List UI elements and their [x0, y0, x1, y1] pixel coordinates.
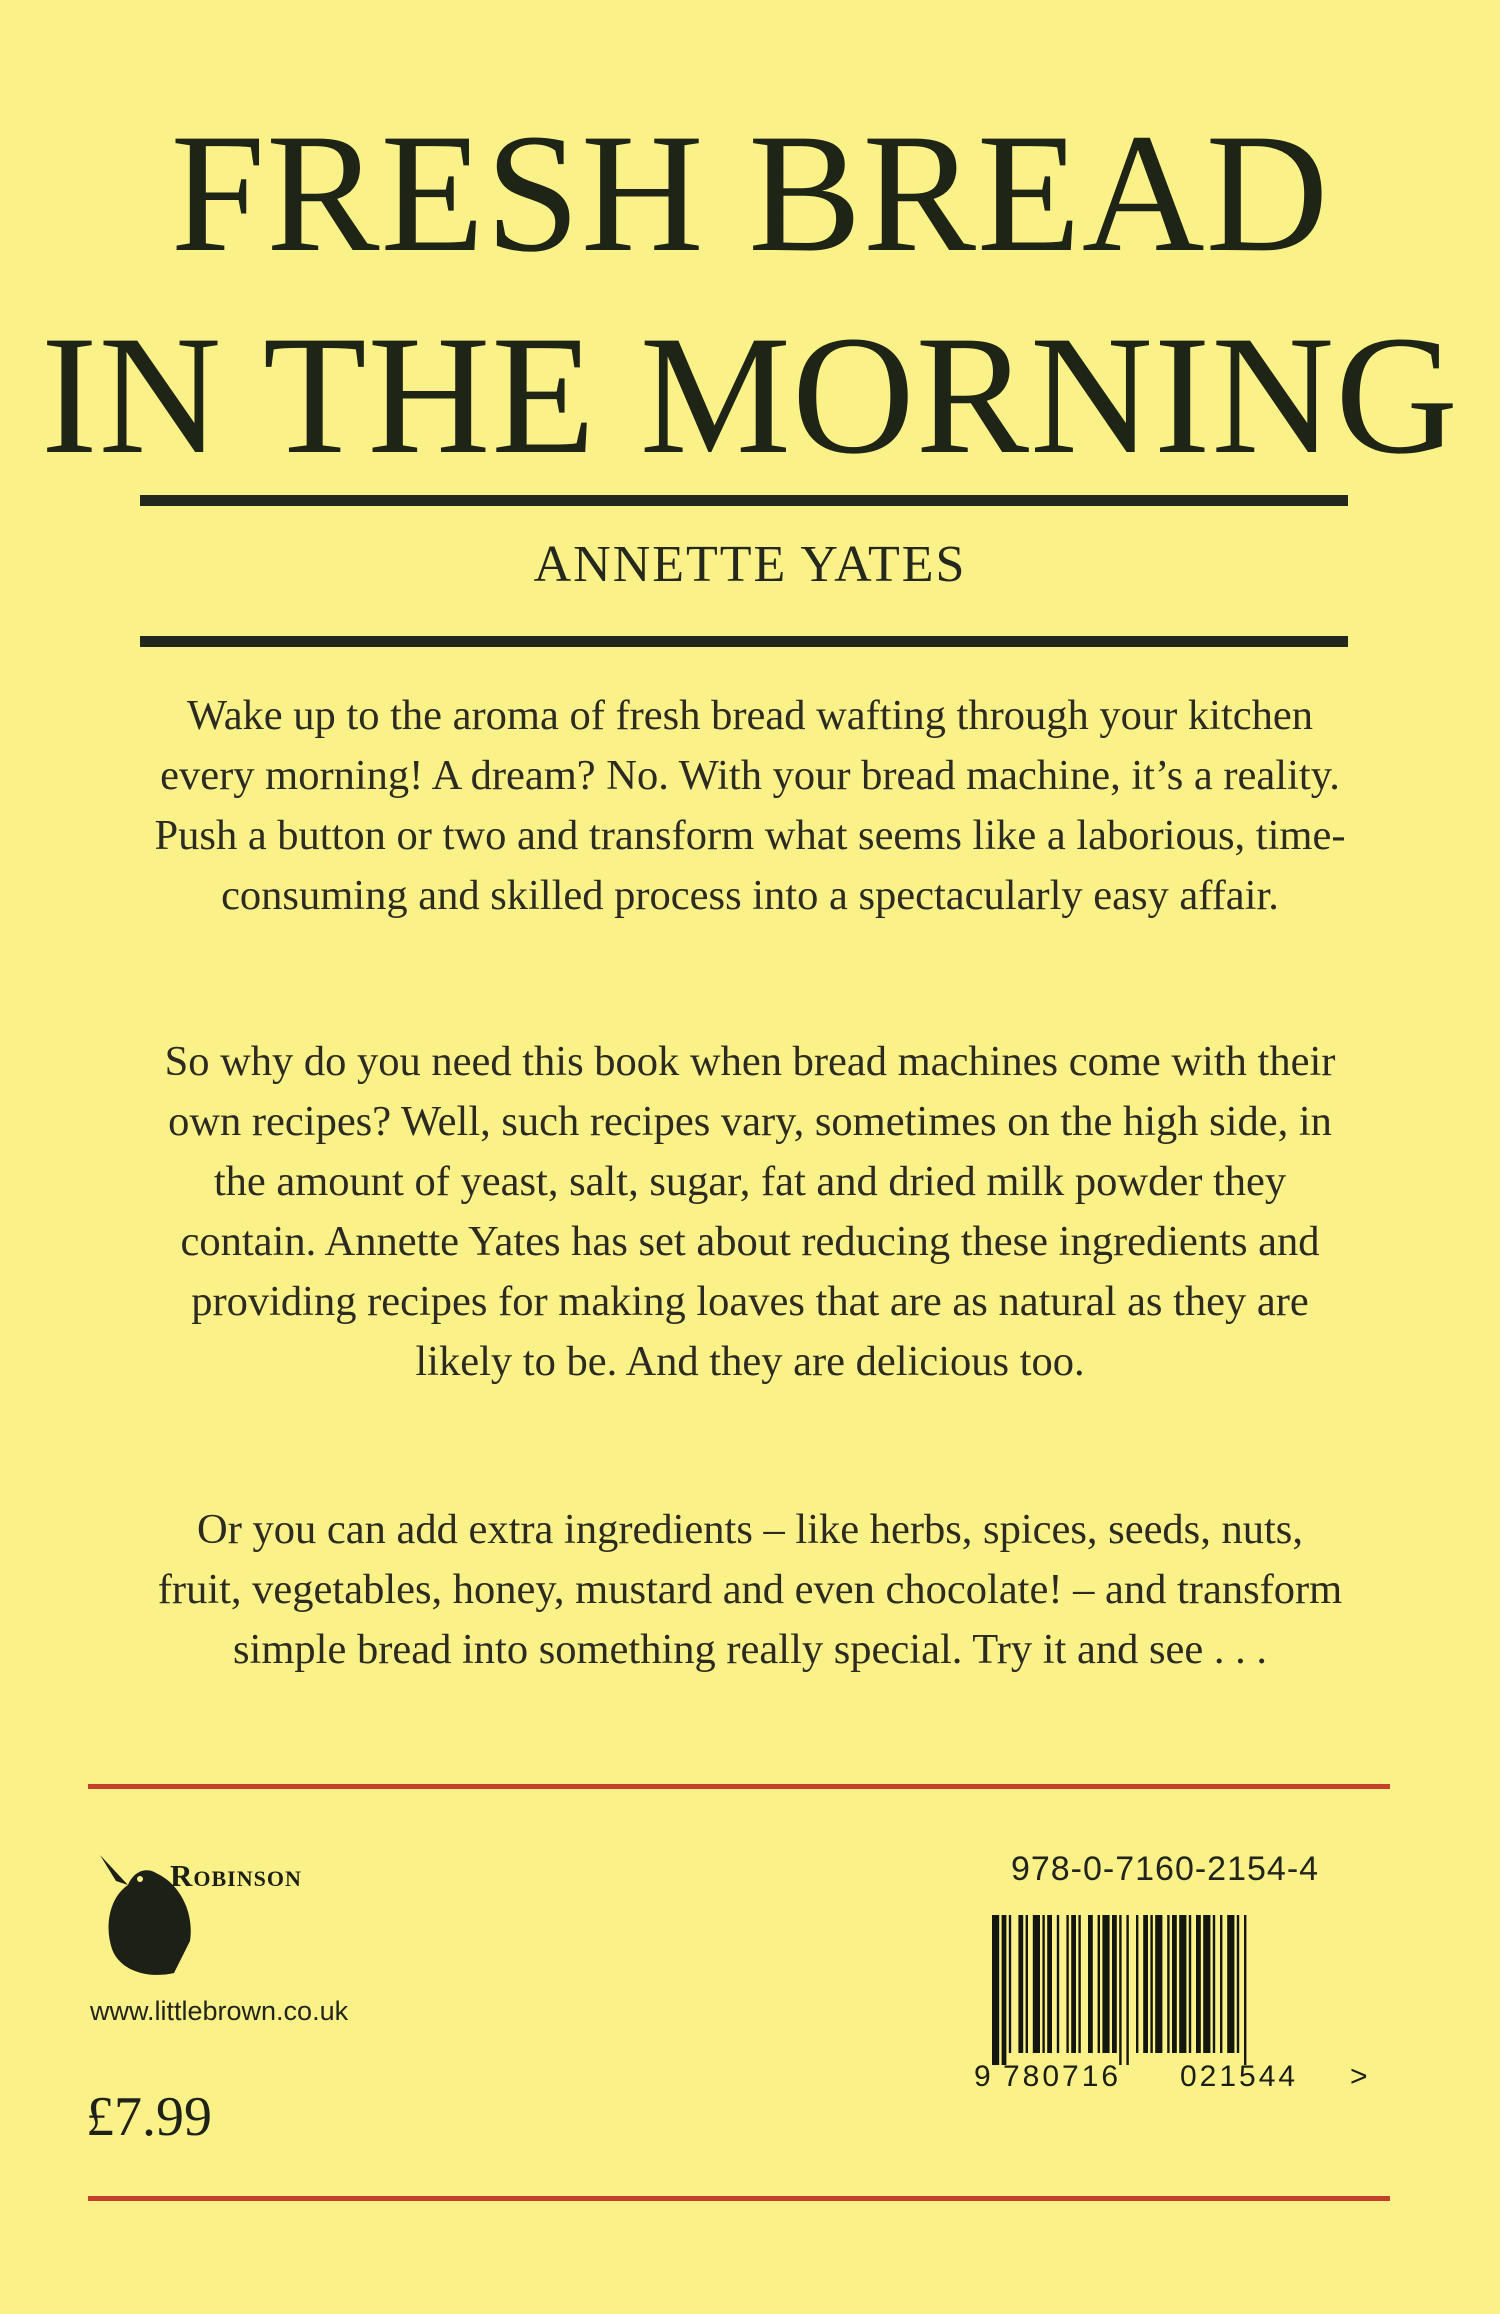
- barcode-bar: [1071, 1915, 1076, 2053]
- barcode-bar: [1033, 1915, 1040, 2053]
- barcode-bar: [992, 1915, 999, 2065]
- barcode-bar: [1167, 1915, 1169, 2053]
- barcode-bar: [1042, 1915, 1044, 2053]
- barcode-bar: [1220, 1915, 1222, 2053]
- price: £7.99: [86, 2086, 212, 2148]
- barcode-bar: [1189, 1915, 1191, 2053]
- blurb-paragraph-2: So why do you need this book when bread machines come with their own recipes? Well, such recipes vary, sometimes on the high side, in the amount of yeast, salt, sugar, fat and dried milk powder they contain. Annette Yates has set about reducing these ingredients and providing recipes for making loaves that are as natural as they are likely to be. And they are delicious too.: [164, 1038, 1336, 1385]
- barcode-bar: [1244, 1915, 1246, 2065]
- barcode-arrow: >: [1350, 2060, 1368, 2093]
- barcode-bar: [1002, 1915, 1007, 2065]
- barcode-bar: [1102, 1915, 1109, 2053]
- barcode-digit-group-2: 021544: [1180, 2060, 1299, 2093]
- red-divider-top: [88, 1784, 1390, 1789]
- blurb-paragraph-1: Wake up to the aroma of fresh bread wafting through your kitchen every morning! A dream? No. With your bread machine, it’s a reality. Push a button or two and transform what seems like a laborious, time-consuming and skilled process into a spectacularly easy affair.: [154, 692, 1346, 919]
- barcode-bar: [1057, 1915, 1059, 2053]
- barcode-bar: [1119, 1915, 1121, 2065]
- barcode-bar: [1155, 1915, 1162, 2053]
- barcode-bar: [1136, 1915, 1138, 2053]
- title-line-2: IN THE MORNING: [41, 301, 1459, 489]
- barcode-bar: [1237, 1915, 1239, 2053]
- barcode-bar: [1143, 1915, 1148, 2053]
- publisher-name: Robinson: [170, 1858, 302, 1893]
- barcode-bar: [1026, 1915, 1028, 2053]
- isbn-number: 978-0-7160-2154-4: [1010, 1850, 1320, 1888]
- title-line-1: FRESH BREAD: [170, 99, 1330, 287]
- blurb-paragraph-3: Or you can add extra ingredients – like herbs, spices, seeds, nuts, fruit, vegetables, honey, mustard and even chocolate! – and transform simple bread into something really special. Try it and see . . .: [157, 1506, 1343, 1673]
- barcode-first-digit: 9: [974, 2060, 991, 2093]
- barcode-bar: [1172, 1915, 1177, 2053]
- barcode-bar: [1213, 1915, 1215, 2053]
- divider-bottom: [140, 636, 1348, 647]
- barcode-bar: [1009, 1915, 1011, 2053]
- barcode-bar: [1196, 1915, 1201, 2053]
- barcode-bar: [1227, 1915, 1234, 2053]
- barcode-bar: [1078, 1915, 1080, 2053]
- barcode-bar: [1018, 1915, 1023, 2053]
- red-divider-bottom: [88, 2196, 1390, 2201]
- barcode-bar: [1179, 1915, 1186, 2053]
- publisher-website: www.littlebrown.co.uk: [90, 1996, 349, 2026]
- barcode-bar: [1203, 1915, 1210, 2053]
- barcode-bar: [1066, 1915, 1068, 2053]
- barcode-bar: [1088, 1915, 1093, 2053]
- barcode-bar: [1150, 1915, 1152, 2053]
- barcode-bar: [1126, 1915, 1128, 2065]
- barcode-bar: [1112, 1915, 1117, 2053]
- barcode-bar: [1047, 1915, 1052, 2053]
- barcode: [990, 1915, 1340, 2065]
- barcode-digit-group-1: 780716: [1003, 2060, 1122, 2093]
- author-name: ANNETTE YATES: [533, 536, 967, 593]
- divider-top: [140, 495, 1348, 506]
- barcode-bar: [1098, 1915, 1100, 2053]
